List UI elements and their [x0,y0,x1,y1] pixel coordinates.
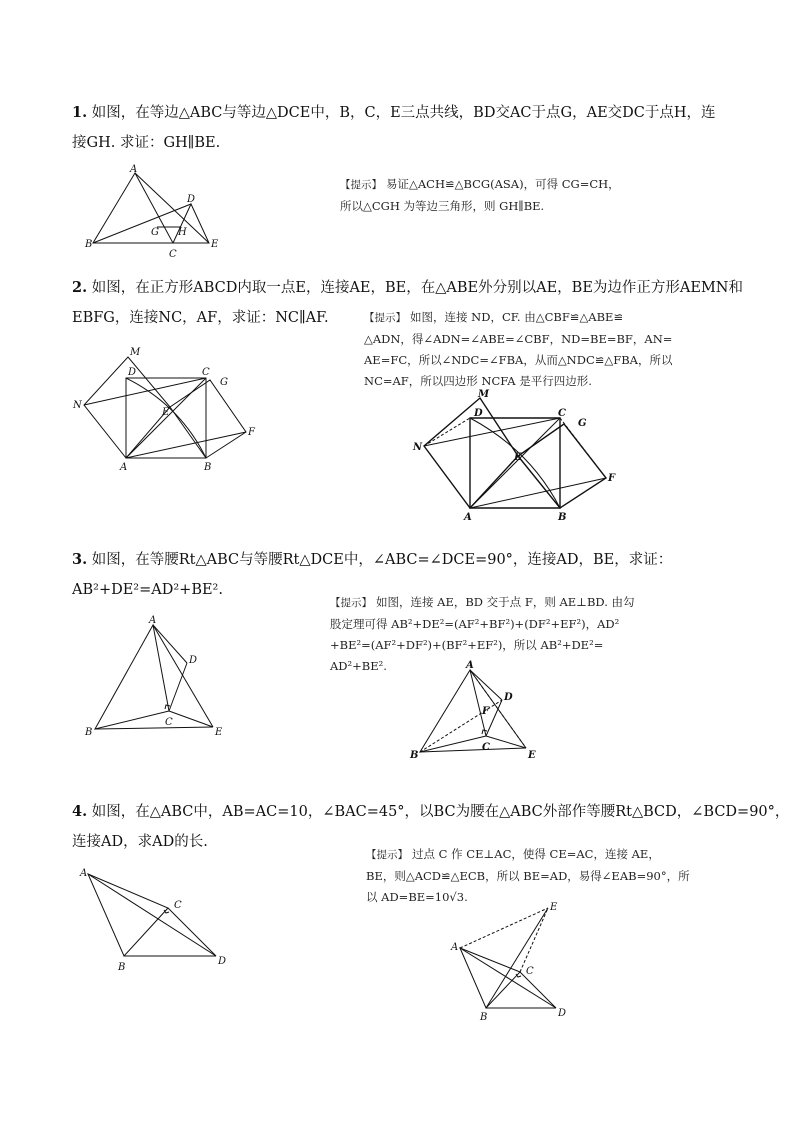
label-G: G [578,418,587,429]
label-M: M [130,347,141,358]
label-C: C [202,367,210,378]
problem-4-hint: 【提示】 过点 C 作 CE⊥AC，使得 CE=AC，连接 AE， BE，则△ACD≌△ECB，所以 BE=AD，易得∠EAB=90°，所 以 AD=BE=10√3. [366,847,690,904]
label-B: B [118,962,126,973]
label-C: C [558,408,566,419]
problem-1-figure [85,165,225,260]
label-N: N [73,400,82,411]
label-C: C [174,900,182,911]
label-F: F [248,427,255,438]
label-C: C [169,249,177,260]
label-A: A [80,868,88,879]
problem-2-hint: 【提示】 如图，连接 ND，CF. 由△CBF≌△ABE≌ △ADN，得∠ADN=∠ABE=∠CBF，ND=BE=BF，AN= AE=FC，所以∠NDC=∠FBA，从而△NDC≌△FBA，所以 NC=AF，所以四边形 NCFA 是平行四边形. [364,310,673,388]
label-D: D [504,692,513,703]
label-A: A [464,512,472,523]
label-G: G [220,377,228,388]
hint-tag: 【提示】 [364,312,406,324]
label-A: A [451,942,459,953]
label-E: E [162,407,170,418]
label-B: B [204,462,212,473]
label-A: A [149,615,157,626]
label-E: E [211,239,219,250]
problem-1-hint: 【提示】 易证△ACH≌△BCG(ASA)，可得 CG=CH， 所以△CGH 为等边三角形，则 GH∥BE. [340,177,620,213]
problem-4-hint-figure [450,900,580,1025]
label-N: N [413,442,423,453]
hint-tag: 【提示】 [340,179,382,191]
problem-3-hint-figure [410,660,545,765]
label-E: E [528,750,536,761]
label-E: E [514,452,522,463]
problem-3-line-1: 3. 如图，在等腰Rt△ABC与等腰Rt△DCE中，∠ABC=∠DCE=90°，连接AD，BE，求证： [72,551,673,568]
problem-2-hint-figure [410,390,630,525]
hint-tag: 【提示】 [330,597,372,609]
problem-4-figure [78,868,248,973]
label-D: D [189,655,198,666]
label-H: H [178,227,187,238]
problem-3-hint: 【提示】 如图，连接 AE，BD 交于点 F，则 AE⊥BD. 由勾 股定理可得 AB²+DE²=(AF²+BF²)+(DF²+EF²)，AD² +BE²=(AF²+DF²)+(BF²+EF²)，所以 AB²+DE²= AD²+BE². [330,595,635,673]
label-D: D [128,367,137,378]
label-C: C [165,717,173,728]
problem-2-line-2: EBFG，连接NC，AF，求证：NC∥AF. [72,310,329,326]
label-M: M [478,389,490,400]
label-B: B [480,1012,488,1023]
problem-4-line-2: 连接AD，求AD的长. [72,834,208,850]
label-A: A [466,660,474,671]
label-F: F [608,473,616,484]
problem-3-figure [85,615,235,740]
problem-2-line-1: 2. 如图，在正方形ABCD内取一点E，连接AE，BE，在△ABE外分别以AE，BE为边作正方形AEMN和 [72,279,743,296]
label-F: F [482,706,490,717]
problem-1-line-2: 接GH. 求证：GH∥BE. [72,135,221,151]
label-C: C [526,966,534,977]
label-E: E [550,902,558,913]
label-C: C [482,742,490,753]
label-G: G [151,227,159,238]
label-A: A [120,462,128,473]
label-B: B [558,512,567,523]
label-A: A [130,164,138,175]
label-E: E [215,727,223,738]
problem-3-line-2: AB²+DE²=AD²+BE². [72,582,223,598]
problem-4-line-1: 4. 如图，在△ABC中，AB=AC=10，∠BAC=45°，以BC为腰在△ABC外部作等腰Rt△BCD，∠BCD=90°， [72,803,790,820]
label-B: B [85,239,93,250]
label-B: B [410,750,419,761]
hint-tag: 【提示】 [366,849,408,861]
problem-1 [72,98,722,158]
label-D: D [558,1008,567,1019]
label-D: D [187,194,196,205]
label-D: D [474,408,483,419]
label-D: D [218,956,227,967]
label-B: B [85,727,93,738]
problem-2-figure [70,345,270,475]
problem-1-line-1: 1. 如图，在等边△ABC与等边△DCE中，B，C，E三点共线，BD交AC于点G，AE交DC于点H，连 [72,104,716,121]
